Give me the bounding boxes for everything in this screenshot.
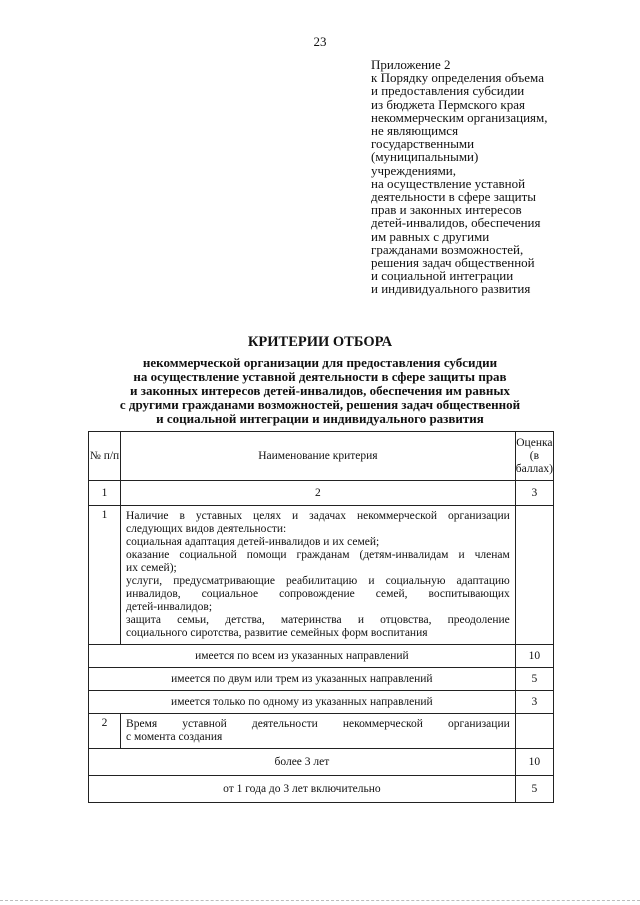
appendix-line: не являющимся (371, 123, 459, 139)
option-score: 10 (515, 645, 553, 668)
appendix-line: (муниципальными) (371, 149, 479, 165)
table-row-option (89, 776, 554, 803)
option-score: 3 (515, 691, 553, 714)
criterion-line: Время уставной деятельности некоммерческой организации (126, 718, 510, 730)
subtitle-line: некоммерческой организации для предоставления субсидии (142, 355, 498, 370)
criterion-line: социальная адаптация детей-инвалидов и их семей; (126, 536, 380, 548)
option-label: имеется только по одному из указанных направлений (89, 691, 516, 714)
appendix-line: и индивидуального развития (371, 281, 531, 297)
criterion-line: с момента создания (126, 731, 223, 743)
table-index-row (89, 481, 554, 506)
appendix-line: и социальной интеграции (371, 268, 514, 284)
document-subtitle (0, 356, 640, 426)
subtitle-line: с другими гражданами возможностей, решения задач общественной (119, 397, 521, 412)
criteria-table (88, 431, 554, 803)
criterion-score-empty (515, 506, 553, 645)
index-cell: 1 (89, 481, 121, 506)
criterion-line: детей-инвалидов; (126, 601, 213, 613)
header-name: Наименование критерия (121, 432, 516, 481)
criterion-number: 1 (89, 506, 121, 645)
criterion-line: оказание социальной помощи гражданам (детям-инвалидам и членам (126, 549, 510, 561)
table-row-option (89, 749, 554, 776)
criterion-line: их семей); (126, 562, 177, 574)
appendix-line: некоммерческим организациям, (371, 109, 548, 125)
criterion-score-empty (515, 714, 553, 749)
criterion-number: 2 (89, 714, 121, 749)
option-label: имеется по всем из указанных направлений (89, 645, 516, 668)
appendix-header (371, 58, 633, 296)
option-label: более 3 лет (89, 749, 516, 776)
appendix-line: им равных с другими (371, 228, 490, 244)
appendix-line: решения задач общественной (371, 255, 535, 271)
subtitle-line: и законных интересов детей-инвалидов, обеспечения им равных (130, 383, 510, 398)
scan-edge-line (0, 900, 640, 902)
subtitle-line: и социальной интеграции и индивидуального развития (156, 411, 484, 426)
appendix-line: гражданами возможностей, (371, 241, 524, 257)
header-score: Оценка (в баллах) (515, 432, 553, 481)
appendix-line: государственными (371, 136, 475, 152)
appendix-line: Приложение 2 (371, 57, 451, 72)
option-score: 5 (515, 776, 553, 803)
option-score: 10 (515, 749, 553, 776)
criterion-description (121, 506, 516, 645)
criterion-description (121, 714, 516, 749)
criterion-line: инвалидов, социальное сопровождение семей, воспитывающих (126, 588, 510, 600)
document-title: КРИТЕРИИ ОТБОРА (247, 334, 393, 350)
table-header-row (89, 432, 554, 481)
appendix-line: из бюджета Пермского края (371, 96, 526, 112)
criterion-line: услуги, предусматривающие реабилитацию и социальную адаптацию (126, 575, 510, 587)
table-row-criterion-1 (89, 506, 554, 645)
appendix-line: учреждениями, (371, 162, 457, 178)
criterion-line: следующих видов деятельности: (126, 523, 287, 535)
criterion-line: социального сиротства, развитие семейных форм воспитания (126, 627, 428, 639)
appendix-line: деятельности в сфере защиты (371, 189, 536, 205)
appendix-line: прав и законных интересов (371, 202, 522, 218)
appendix-line: и предоставления субсидии (371, 83, 525, 99)
page-number: 23 (313, 34, 327, 49)
header-num: № п/п (89, 432, 121, 481)
appendix-line: детей-инвалидов, обеспечения (371, 215, 541, 231)
table-row-option (89, 691, 554, 714)
table-row-criterion-2 (89, 714, 554, 749)
criterion-line: Наличие в уставных целях и задачах некоммерческой организации (126, 510, 510, 522)
appendix-line: к Порядку определения объема (371, 70, 544, 86)
table-row-option (89, 668, 554, 691)
option-score: 5 (515, 668, 553, 691)
option-label: имеется по двум или трем из указанных направлений (89, 668, 516, 691)
index-cell: 3 (515, 481, 553, 506)
criterion-line: защита семьи, детства, материнства и отцовства, преодоление (126, 614, 510, 626)
table-row-option (89, 645, 554, 668)
index-cell: 2 (121, 481, 516, 506)
appendix-line: на осуществление уставной (371, 175, 526, 191)
subtitle-line: на осуществление уставной деятельности в сфере защиты прав (133, 369, 507, 384)
option-label: от 1 года до 3 лет включительно (89, 776, 516, 803)
